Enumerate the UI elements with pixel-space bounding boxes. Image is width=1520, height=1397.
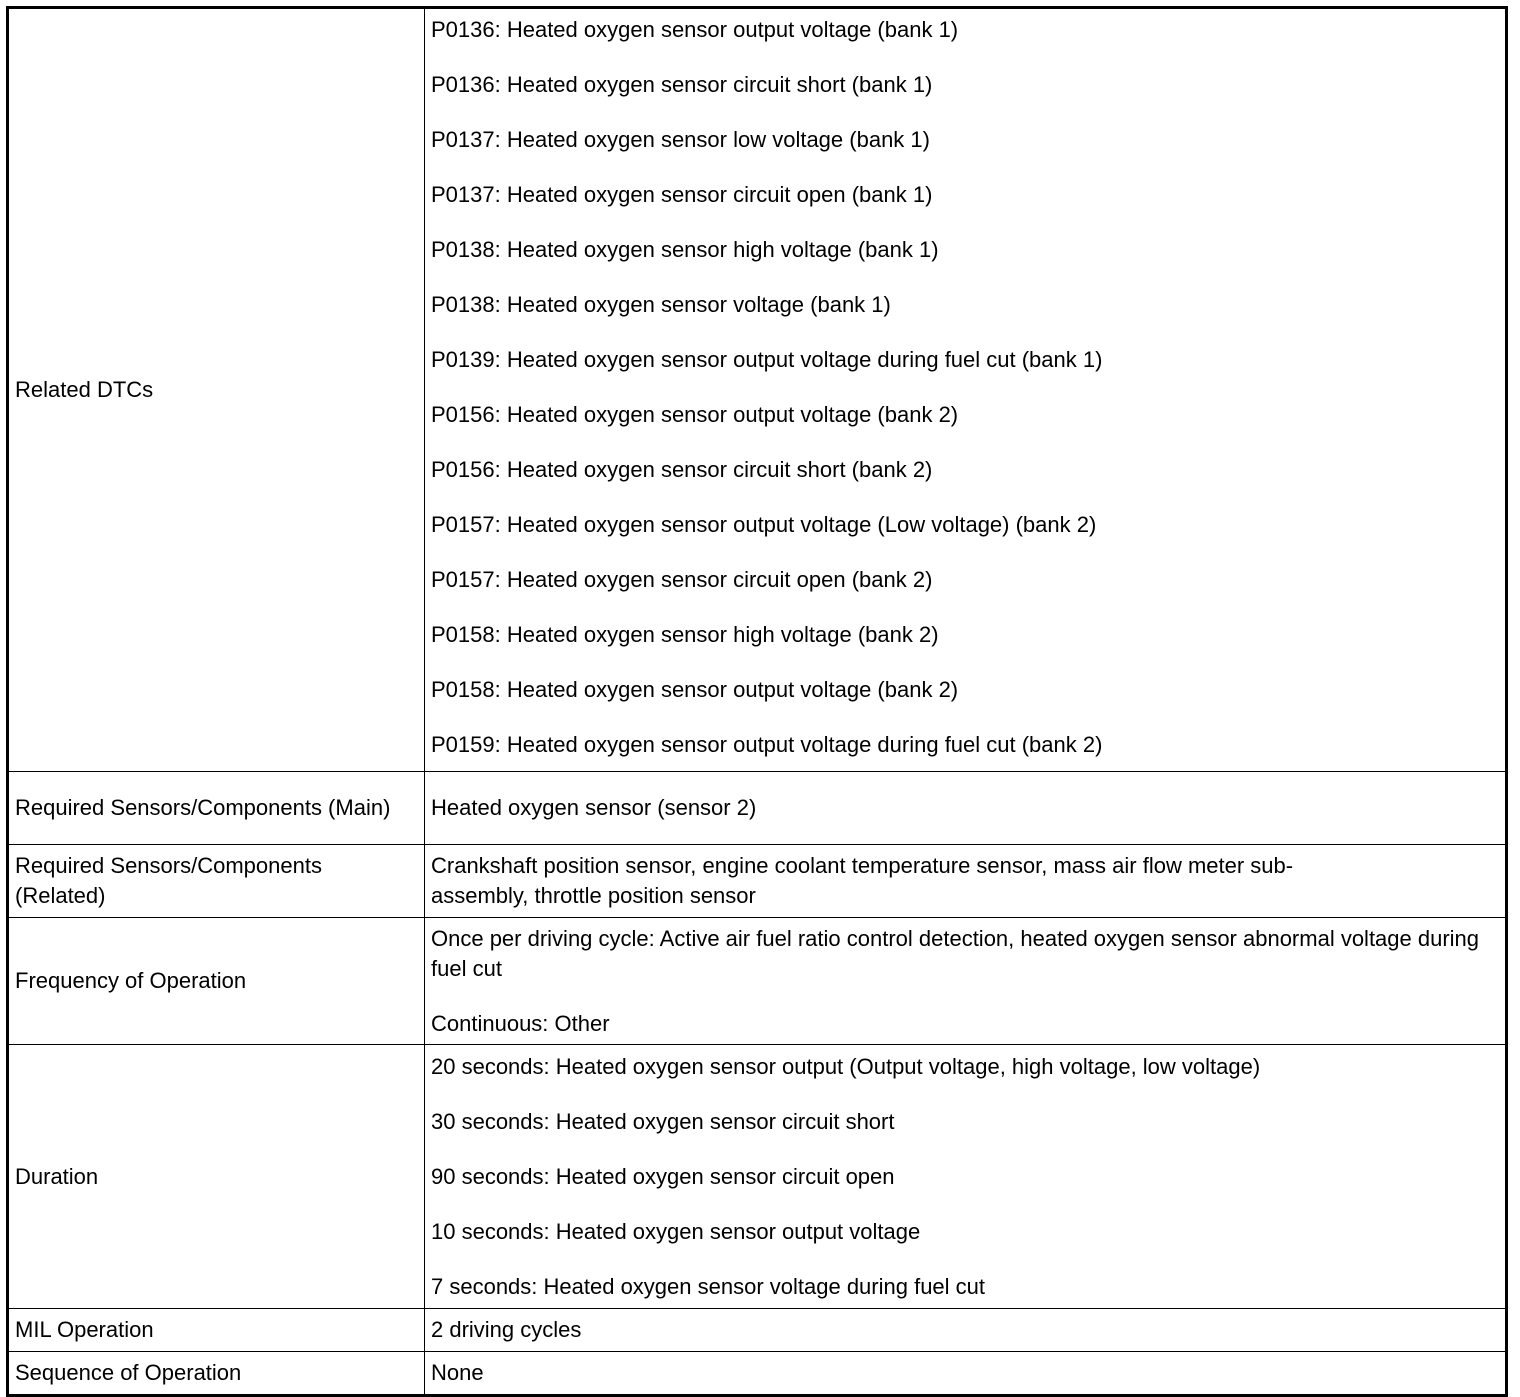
row-value: 2 driving cycles xyxy=(425,1309,1507,1352)
table-row-required-sensors-related xyxy=(8,845,1507,918)
dtc-item: P0136: Heated oxygen sensor output voltage (bank 1) xyxy=(431,17,959,42)
duration-item: 90 seconds: Heated oxygen sensor circuit open xyxy=(431,1163,895,1189)
row-label: Related DTCs xyxy=(8,8,425,772)
frequency-item: Once per driving cycle: Active air fuel ratio control detection, heated oxygen sensor abnormal voltage during fuel cut xyxy=(431,925,1480,981)
table-row-duration xyxy=(8,1045,1507,1309)
dtc-item: P0138: Heated oxygen sensor voltage (bank 1) xyxy=(431,292,891,317)
dtc-item: P0156: Heated oxygen sensor circuit short (bank 2) xyxy=(431,457,933,482)
dtc-item: P0158: Heated oxygen sensor high voltage (bank 2) xyxy=(431,622,939,647)
duration-item: 20 seconds: Heated oxygen sensor output (Output voltage, high voltage, low voltage) xyxy=(431,1053,1261,1079)
dtc-item: P0137: Heated oxygen sensor circuit open (bank 1) xyxy=(431,182,933,207)
table-row-required-sensors-main xyxy=(8,772,1507,845)
dtc-item: P0157: Heated oxygen sensor output voltage (Low voltage) (bank 2) xyxy=(431,512,1097,537)
table-row-related-dtcs xyxy=(8,8,1507,772)
duration-values xyxy=(425,1045,1507,1309)
row-label: Required Sensors/Components (Related) xyxy=(8,845,425,918)
row-value: None xyxy=(425,1352,1507,1396)
duration-item: 30 seconds: Heated oxygen sensor circuit short xyxy=(431,1108,895,1134)
duration-item: 10 seconds: Heated oxygen sensor output voltage xyxy=(431,1218,921,1244)
dtc-item: P0159: Heated oxygen sensor output voltage during fuel cut (bank 2) xyxy=(431,732,1103,757)
dtc-item: P0157: Heated oxygen sensor circuit open (bank 2) xyxy=(431,567,933,592)
dtc-item: P0136: Heated oxygen sensor circuit short (bank 1) xyxy=(431,72,933,97)
dtc-item: P0137: Heated oxygen sensor low voltage (bank 1) xyxy=(431,127,930,152)
frequency-item: Continuous: Other xyxy=(431,1010,610,1036)
row-label: MIL Operation xyxy=(8,1309,425,1352)
row-label: Duration xyxy=(8,1045,425,1309)
row-label: Required Sensors/Components (Main) xyxy=(8,772,425,845)
frequency-values xyxy=(425,918,1507,1045)
table-row-sequence-of-operation xyxy=(8,1352,1507,1396)
row-label: Frequency of Operation xyxy=(8,918,425,1045)
row-label: Sequence of Operation xyxy=(8,1352,425,1396)
row-value xyxy=(425,845,1507,918)
dtc-item: P0156: Heated oxygen sensor output voltage (bank 2) xyxy=(431,402,959,427)
specification-table xyxy=(6,6,1508,1397)
dtc-item: P0139: Heated oxygen sensor output voltage during fuel cut (bank 1) xyxy=(431,347,1103,372)
duration-item: 7 seconds: Heated oxygen sensor voltage during fuel cut xyxy=(431,1273,986,1299)
row-value: Heated oxygen sensor (sensor 2) xyxy=(425,772,1507,845)
related-components-text: Crankshaft position sensor, engine coolant temperature sensor, mass air flow meter sub-assembly, throttle position sensor xyxy=(431,853,1294,908)
dtc-item: P0158: Heated oxygen sensor output voltage (bank 2) xyxy=(431,677,959,702)
table-row-mil-operation xyxy=(8,1309,1507,1352)
related-dtcs-list xyxy=(425,8,1507,772)
dtc-item: P0138: Heated oxygen sensor high voltage (bank 1) xyxy=(431,237,939,262)
table-row-frequency-of-operation xyxy=(8,918,1507,1045)
